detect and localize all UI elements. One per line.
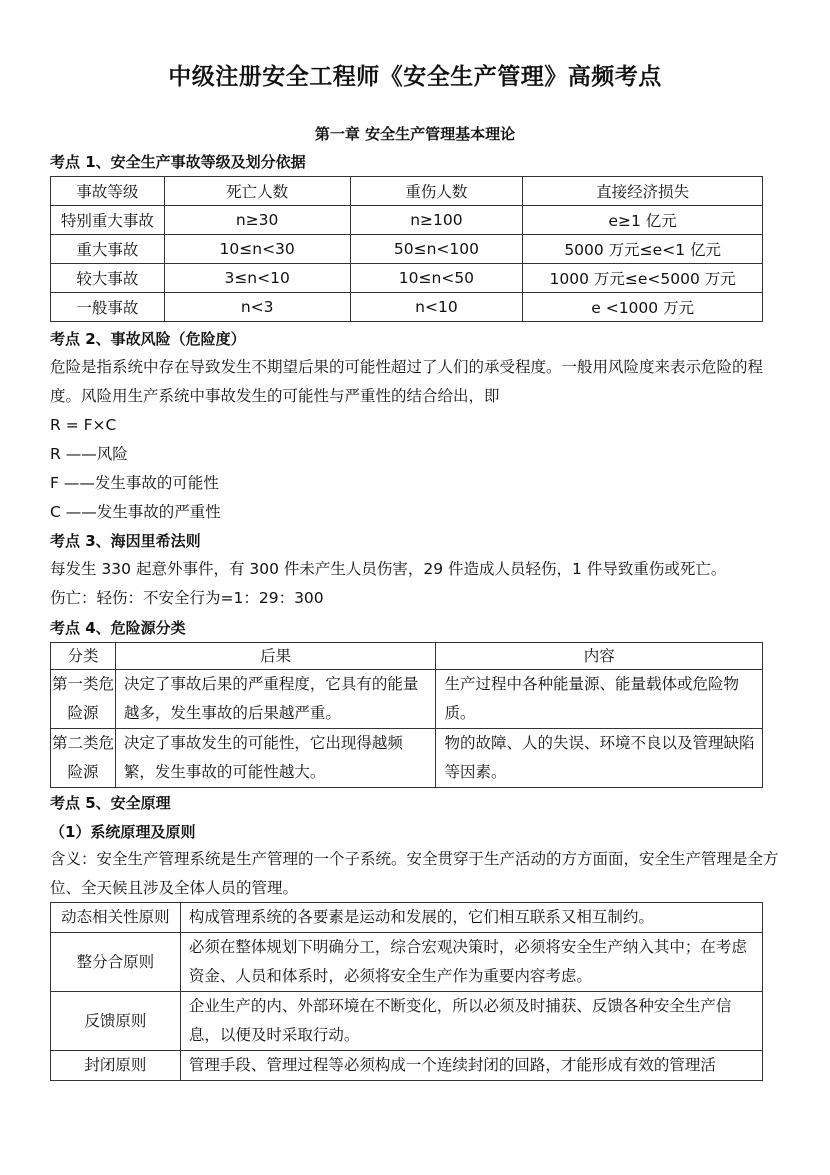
table-cell: 重大事故 xyxy=(51,235,165,264)
system-principle-paragraph: 含义：安全生产管理系统是生产管理的一个子系统。安全贯穿于生产活动的方方面面，安全生产管理是全方位、全天候且涉及全体人员的管理。 xyxy=(50,850,779,897)
table-cell: 决定了事故后果的严重程度，它具有的能量越多，发生事故的后果越严重。 xyxy=(115,670,436,729)
table-header-cell: 重伤人数 xyxy=(350,177,523,206)
table-header-cell: 直接经济损失 xyxy=(523,177,763,206)
table-row xyxy=(51,293,763,322)
table-cell: n<3 xyxy=(164,293,350,322)
table-row xyxy=(51,1051,763,1081)
table-header-row xyxy=(51,177,763,206)
table-row xyxy=(51,903,763,933)
table-cell: 整分合原则 xyxy=(51,933,181,992)
table-cell: n≥100 xyxy=(350,206,523,235)
accident-level-table xyxy=(50,176,763,322)
table-row xyxy=(51,933,763,992)
table-cell: 10≤n<50 xyxy=(350,264,523,293)
table-cell: 3≤n<10 xyxy=(164,264,350,293)
table-cell: 5000 万元≤e<1 亿元 xyxy=(523,235,763,264)
table-cell: 10≤n<30 xyxy=(164,235,350,264)
section-heading-k1: 考点 1、安全生产事故等级及划分依据 xyxy=(50,153,306,171)
table-cell: 生产过程中各种能量源、能量载体或危险物质。 xyxy=(436,670,763,729)
table-cell: 封闭原则 xyxy=(51,1051,181,1081)
table-header-cell: 事故等级 xyxy=(51,177,165,206)
table-cell: e≥1 亿元 xyxy=(523,206,763,235)
table-header-cell: 内容 xyxy=(436,643,763,670)
table-row xyxy=(51,992,763,1051)
risk-formula: R = F×C xyxy=(50,416,117,434)
section-heading-k2: 考点 2、事故风险（危险度） xyxy=(50,330,246,348)
table-cell: 决定了事故发生的可能性，它出现得越频繁，发生事故的可能性越大。 xyxy=(115,729,436,788)
table-header-cell: 死亡人数 xyxy=(164,177,350,206)
table-cell: 较大事故 xyxy=(51,264,165,293)
table-cell: 必须在整体规划下明确分工，综合宏观决策时，必须将安全生产纳入其中；在考虑资金、人员和体系时，必须将安全生产作为重要内容考虑。 xyxy=(180,933,762,992)
table-cell: 第二类危险源 xyxy=(51,729,116,788)
table-header-cell: 后果 xyxy=(115,643,436,670)
section-heading-k4: 考点 4、危险源分类 xyxy=(50,619,186,637)
system-principle-table xyxy=(50,902,763,1081)
formula-def-r: R ——风险 xyxy=(50,445,128,463)
risk-definition-paragraph: 危险是指系统中存在导致发生不期望后果的可能性超过了人们的承受程度。一般用风险度来表示危险的程度。风险用生产系统中事故发生的可能性与严重性的结合给出，即 xyxy=(50,358,764,405)
table-cell: n<10 xyxy=(350,293,523,322)
table-cell: 1000 万元≤e<5000 万元 xyxy=(523,264,763,293)
table-header-row xyxy=(51,643,763,670)
table-header-cell: 分类 xyxy=(51,643,116,670)
table-cell: 企业生产的内、外部环境在不断变化，所以必须及时捕获、反馈各种安全生产信息，以便及时采取行动。 xyxy=(180,992,762,1051)
table-cell: 第一类危险源 xyxy=(51,670,116,729)
table-cell: 管理手段、管理过程等必须构成一个连续封闭的回路，才能形成有效的管理活 xyxy=(180,1051,762,1081)
table-cell: e <1000 万元 xyxy=(523,293,763,322)
table-row xyxy=(51,729,763,788)
table-cell: 物的故障、人的失误、环境不良以及管理缺陷等因素。 xyxy=(436,729,763,788)
chapter-heading: 第一章 安全生产管理基本理论 xyxy=(314,125,516,143)
section-heading-k3: 考点 3、海因里希法则 xyxy=(50,532,201,550)
heinrich-ratio: 伤亡：轻伤：不安全行为=1：29：300 xyxy=(50,589,324,607)
table-row xyxy=(51,206,763,235)
section-heading-k5: 考点 5、安全原理 xyxy=(50,794,171,812)
heinrich-paragraph: 每发生 330 起意外事件，有 300 件未产生人员伤害，29 件造成人员轻伤，1 件导致重伤或死亡。 xyxy=(50,560,727,578)
table-cell: 反馈原则 xyxy=(51,992,181,1051)
table-row xyxy=(51,235,763,264)
table-cell: 动态相关性原则 xyxy=(51,903,181,933)
formula-def-f: F ——发生事故的可能性 xyxy=(50,474,219,492)
subsection-heading: （1）系统原理及原则 xyxy=(50,823,196,841)
table-cell: n≥30 xyxy=(164,206,350,235)
table-cell: 一般事故 xyxy=(51,293,165,322)
table-cell: 50≤n<100 xyxy=(350,235,523,264)
table-cell: 特别重大事故 xyxy=(51,206,165,235)
table-row xyxy=(51,264,763,293)
document-title: 中级注册安全工程师《安全生产管理》高频考点 xyxy=(168,64,662,90)
table-row xyxy=(51,670,763,729)
hazard-source-table xyxy=(50,642,763,788)
formula-def-c: C ——发生事故的严重性 xyxy=(50,503,221,521)
table-cell: 构成管理系统的各要素是运动和发展的，它们相互联系又相互制约。 xyxy=(180,903,762,933)
